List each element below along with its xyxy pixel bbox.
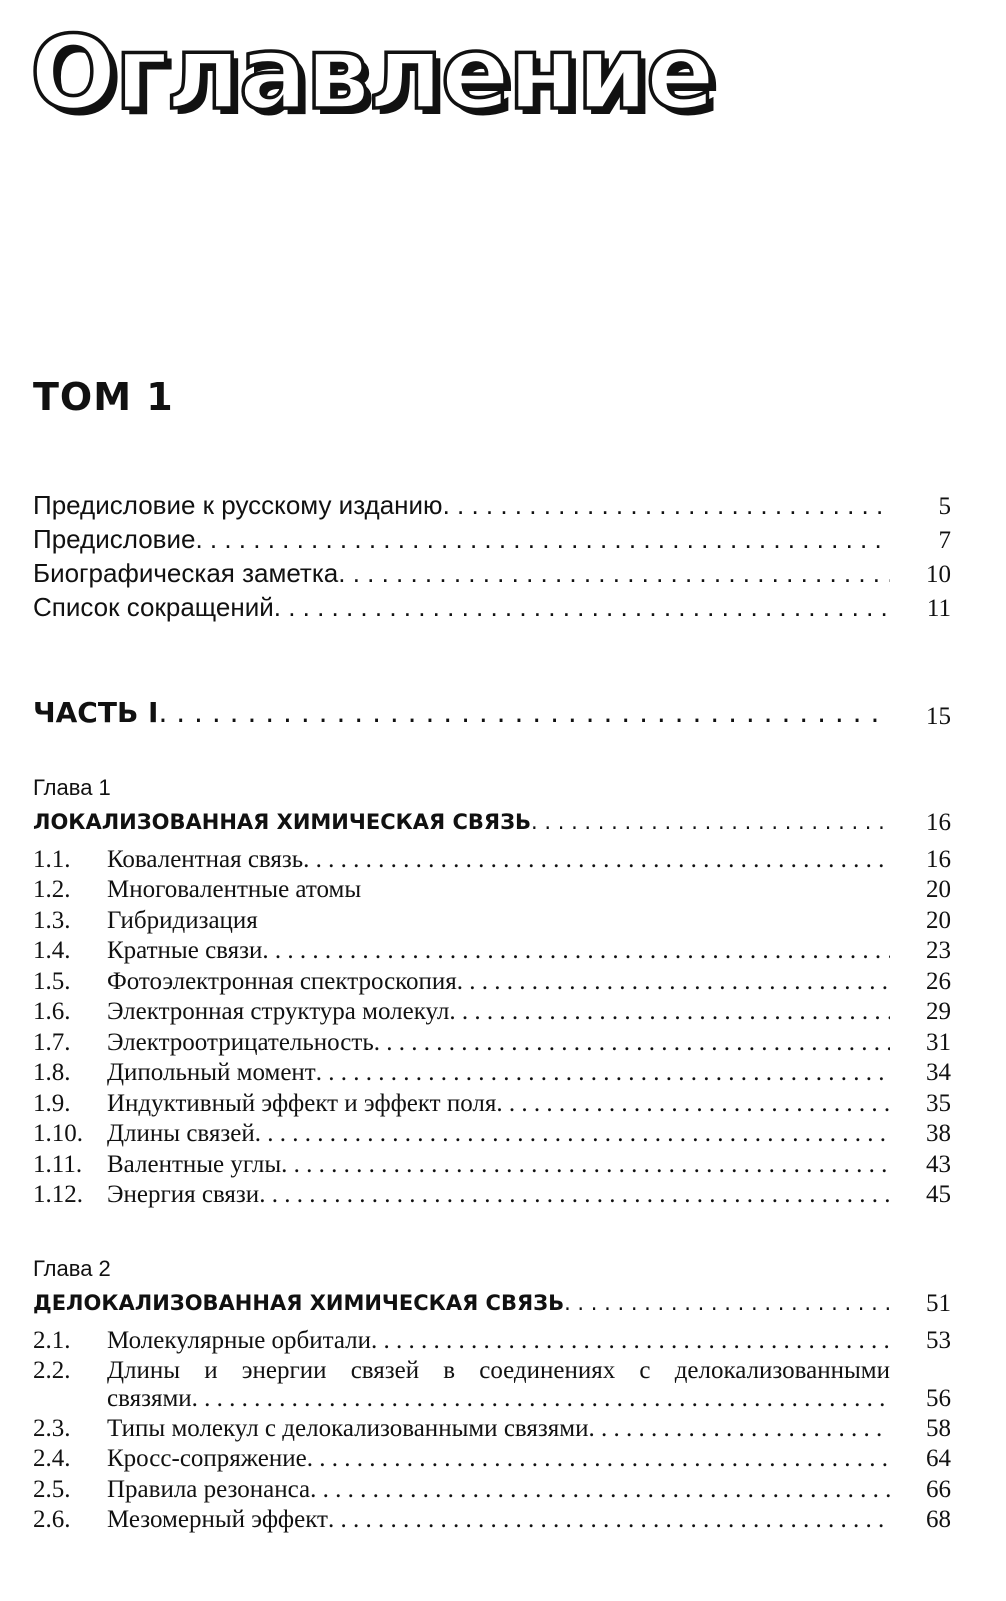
dot-leader [449,997,890,1027]
section-title: Длины связей [107,1120,255,1147]
toc-entry-section[interactable] [33,997,890,1027]
dot-leader [564,1289,890,1317]
section-number: 1.3. [33,907,71,934]
toc-page-number: 35 [926,1090,951,1117]
section-title: Гибридизация [107,907,258,934]
toc-page-number: 16 [926,809,951,836]
dot-leader [316,1058,890,1088]
toc-entry-section[interactable] [33,906,890,936]
dot-leader [457,967,890,997]
dot-leader [328,1505,890,1535]
section-number: 2.5. [33,1476,71,1503]
dot-leader [195,524,890,554]
toc-page-number: 5 [938,493,951,520]
toc-page-number: 20 [926,907,951,934]
dot-leader [281,1150,890,1180]
toc-entry-section[interactable] [33,1180,890,1210]
toc-page-number: 15 [926,703,951,730]
toc-entry-section[interactable] [33,1028,890,1058]
section-title: Правила резонанса [107,1476,311,1503]
section-number: 1.10. [33,1120,83,1147]
toc-entry-section[interactable] [33,1326,890,1356]
toc-page-number: 10 [926,561,951,588]
toc-entry-section[interactable] [33,1089,890,1119]
dot-leader [371,1326,890,1356]
section-title: Электронная структура молекул [107,998,450,1025]
toc-entry-section[interactable] [33,967,890,997]
dot-leader [259,1180,890,1210]
toc-entry-section[interactable] [33,1058,890,1088]
chapter-title: ДЕЛОКАЛИЗОВАННАЯ ХИМИЧЕСКАЯ СВЯЗЬ [33,1291,565,1315]
toc-page-number: 68 [926,1506,951,1533]
section-title: Кросс-сопряжение [107,1445,307,1472]
toc-page-number: 64 [926,1445,951,1472]
section-title: Электроотрицательность [107,1029,374,1056]
toc-page-number: 20 [926,876,951,903]
toc-page-number: 7 [938,527,951,554]
chapter-title: ЛОКАЛИЗОВАННАЯ ХИМИЧЕСКАЯ СВЯЗЬ [33,810,532,834]
dot-leader [496,1089,890,1119]
toc-page-number: 23 [926,937,951,964]
section-number: 2.4. [33,1445,71,1472]
toc-page-number: 51 [926,1290,951,1317]
section-title: Энергия связи [107,1181,260,1208]
toc-entry-section-continuation[interactable] [107,1384,890,1414]
section-title: Фотоэлектронная спектроскопия [107,968,457,995]
section-number: 1.8. [33,1059,71,1086]
section-number: 1.4. [33,937,71,964]
section-title: Дипольный момент [107,1059,316,1086]
chapter-label: Глава 1 [33,775,111,800]
section-number: 1.9. [33,1090,71,1117]
toc-page-number: 66 [926,1476,951,1503]
section-title: Индуктивный эффект и эффект поля [107,1090,497,1117]
dot-leader [588,1414,890,1444]
section-title: Валентные углы [107,1151,282,1178]
volume-title: ТОМ 1 [33,375,174,419]
dot-leader [274,592,890,622]
toc-page-number: 29 [926,998,951,1025]
toc-page-number: 58 [926,1415,951,1442]
toc-entry-section[interactable] [33,1444,890,1474]
dot-leader [310,1475,890,1505]
section-title: Многовалентные атомы [107,876,362,903]
dot-leader [307,1444,890,1474]
toc-entry-preface-russian[interactable] [33,490,890,520]
section-title-line: Длины и энергии связей в соединениях с делокализованными [107,1357,890,1384]
toc-page-number: 38 [926,1120,951,1147]
toc-entry-section[interactable] [33,1119,890,1149]
toc-entry-preface[interactable] [33,524,890,554]
section-title: Типы молекул с делокализованными связями [107,1415,589,1442]
section-number: 2.6. [33,1506,71,1533]
section-number: 2.3. [33,1415,71,1442]
dot-leader [255,1119,890,1149]
toc-entry-section[interactable] [33,1150,890,1180]
dot-leader [192,1384,890,1414]
section-title: Мезомерный эффект [107,1506,328,1533]
toc-entry-label: Предисловие [33,524,196,554]
toc-part-label: ЧАСТЬ I [33,696,159,729]
toc-page-number: 16 [926,846,951,873]
toc-entry-label: Биографическая заметка [33,558,339,588]
toc-page-number: 31 [926,1029,951,1056]
toc-entry-biography[interactable] [33,558,890,588]
toc-entry-section[interactable] [33,1414,890,1444]
page-title: Оглавление [30,14,714,133]
toc-entry-part-1[interactable] [33,696,890,730]
dot-leader [303,845,890,875]
section-number: 1.6. [33,998,71,1025]
toc-entry-section[interactable] [33,875,890,905]
section-number: 1.7. [33,1029,71,1056]
toc-entry-label: Предисловие к русскому изданию [33,490,443,520]
toc-page-number: 45 [926,1181,951,1208]
section-title: Молекулярные орбитали [107,1327,372,1354]
section-title: Ковалентная связь [107,846,304,873]
section-number: 2.1. [33,1327,71,1354]
dot-leader [374,1028,890,1058]
toc-page-number: 56 [926,1385,951,1412]
toc-page-number: 11 [926,595,951,622]
toc-page-number: 43 [926,1151,951,1178]
dot-leader [262,936,890,966]
section-number: 1.11. [33,1151,83,1178]
section-number: 1.5. [33,968,71,995]
toc-entry-chapter-1[interactable] [33,808,890,836]
dot-leader [531,808,890,836]
toc-entry-chapter-2[interactable] [33,1289,890,1317]
section-title: Кратные связи [107,937,263,964]
chapter-label: Глава 2 [33,1256,111,1281]
section-number: 2.2. [33,1357,71,1384]
section-number: 1.12. [33,1181,83,1208]
section-number: 1.1. [33,846,71,873]
toc-entry-section-wrapped[interactable] [107,1356,890,1386]
toc-page-number: 26 [926,968,951,995]
section-title-line: связями [107,1385,192,1412]
toc-page-number: 53 [926,1327,951,1354]
toc-entry-label: Список сокращений [33,592,274,622]
dot-leader [158,696,890,730]
dot-leader [443,490,890,520]
toc-entry-section[interactable] [33,845,890,875]
toc-entry-abbreviations[interactable] [33,592,890,622]
toc-entry-section[interactable] [33,1505,890,1535]
section-number: 1.2. [33,876,71,903]
toc-entry-section[interactable] [33,1475,890,1505]
dot-leader [338,558,890,588]
toc-entry-section[interactable] [33,936,890,966]
toc-page-number: 34 [926,1059,951,1086]
